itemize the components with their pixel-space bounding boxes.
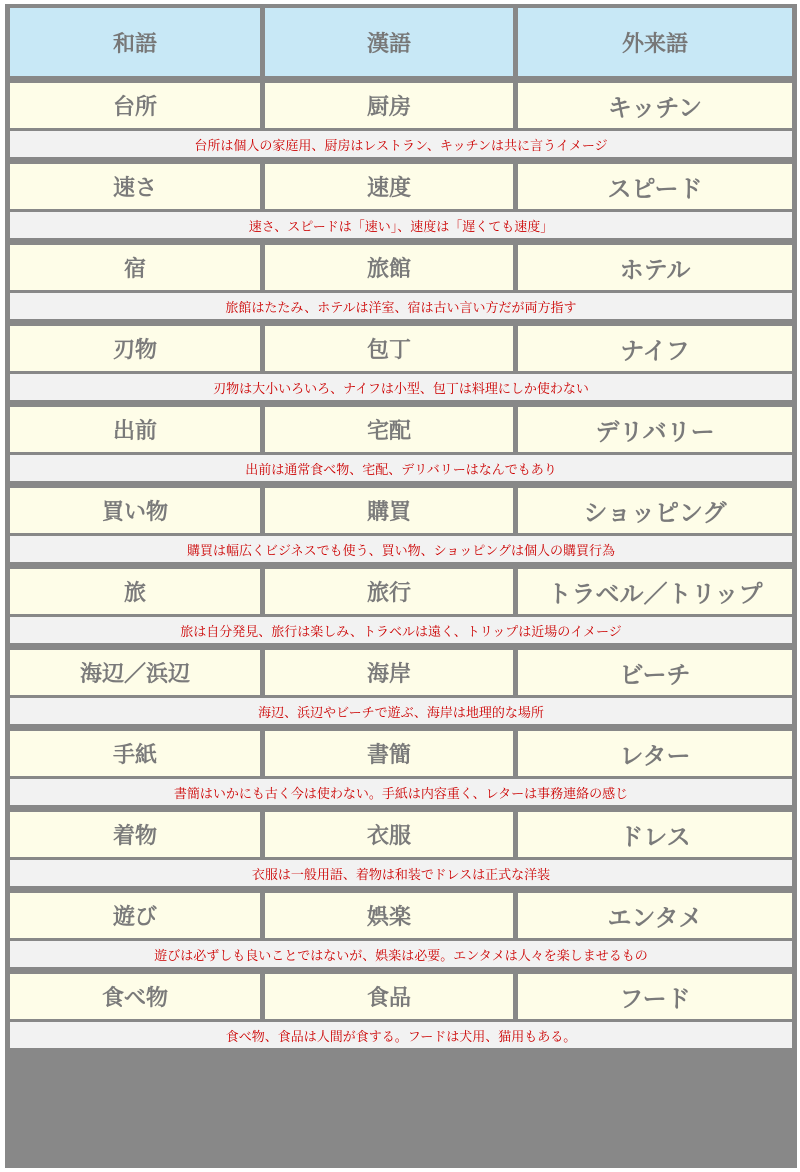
kango-cell: 厨房 [265, 83, 513, 128]
gairaigo-cell: デリバリー [518, 407, 792, 452]
kango-cell: 海岸 [265, 650, 513, 695]
table-row [10, 731, 792, 776]
gairaigo-cell: ナイフ [518, 326, 792, 371]
kango-cell: 包丁 [265, 326, 513, 371]
kango-cell: 購買 [265, 488, 513, 533]
gairaigo-cell: キッチン [518, 83, 792, 128]
table-row [10, 812, 792, 857]
gairaigo-cell: ビーチ [518, 650, 792, 695]
table-row [10, 974, 792, 1019]
table-header-row [10, 8, 792, 76]
wago-cell: 食べ物 [10, 974, 260, 1019]
usage-note: 台所は個人の家庭用、厨房はレストラン、キッチンは共に言うイメージ [10, 131, 792, 157]
usage-note: 海辺、浜辺やビーチで遊ぶ、海岸は地理的な場所 [10, 698, 792, 724]
wago-cell: 買い物 [10, 488, 260, 533]
word-group [10, 83, 792, 157]
kango-cell: 書簡 [265, 731, 513, 776]
kango-cell: 衣服 [265, 812, 513, 857]
wago-cell: 台所 [10, 83, 260, 128]
usage-note: 食べ物、食品は人間が食する。フードは犬用、猫用もある。 [10, 1022, 792, 1048]
usage-note: 刃物は大小いろいろ、ナイフは小型、包丁は料理にしか使わない [10, 374, 792, 400]
usage-note: 購買は幅広くビジネスでも使う、買い物、ショッピングは個人の購買行為 [10, 536, 792, 562]
gairaigo-cell: ショッピング [518, 488, 792, 533]
wago-cell: 遊び [10, 893, 260, 938]
usage-note: 旅は自分発見、旅行は楽しみ、トラベルは遠く、トリップは近場のイメージ [10, 617, 792, 643]
gairaigo-cell: エンタメ [518, 893, 792, 938]
word-group [10, 326, 792, 400]
wago-cell: 着物 [10, 812, 260, 857]
word-group [10, 650, 792, 724]
usage-note: 速さ、スピードは「速い」、速度は「遅くても速度」 [10, 212, 792, 238]
table-row [10, 569, 792, 614]
table-row [10, 83, 792, 128]
usage-note: 書簡はいかにも古く今は使わない。手紙は内容重く、レターは事務連絡の感じ [10, 779, 792, 805]
table-row [10, 326, 792, 371]
usage-note: 出前は通常食べ物、宅配、デリバリーはなんでもあり [10, 455, 792, 481]
table-row [10, 407, 792, 452]
word-group [10, 974, 792, 1048]
wago-cell: 宿 [10, 245, 260, 290]
gairaigo-cell: ホテル [518, 245, 792, 290]
kango-cell: 速度 [265, 164, 513, 209]
gairaigo-cell: スピード [518, 164, 792, 209]
table-row [10, 650, 792, 695]
usage-note: 衣服は一般用語、着物は和装でドレスは正式な洋装 [10, 860, 792, 886]
header-kango: 漢語 [265, 8, 513, 76]
word-group [10, 245, 792, 319]
wago-cell: 出前 [10, 407, 260, 452]
word-group [10, 812, 792, 886]
word-group [10, 488, 792, 562]
gairaigo-cell: ドレス [518, 812, 792, 857]
word-group [10, 164, 792, 238]
usage-note: 旅館はたたみ、ホテルは洋室、宿は古い言い方だが両方指す [10, 293, 792, 319]
table-row [10, 245, 792, 290]
gairaigo-cell: フード [518, 974, 792, 1019]
wago-cell: 海辺／浜辺 [10, 650, 260, 695]
wago-cell: 旅 [10, 569, 260, 614]
wago-cell: 手紙 [10, 731, 260, 776]
word-group [10, 569, 792, 643]
table-row [10, 893, 792, 938]
kango-cell: 娯楽 [265, 893, 513, 938]
usage-note: 遊びは必ずしも良いことではないが、娯楽は必要。エンタメは人々を楽しませるもの [10, 941, 792, 967]
table-row [10, 164, 792, 209]
vocabulary-comparison-table [5, 4, 797, 1168]
kango-cell: 宅配 [265, 407, 513, 452]
header-gairaigo: 外来語 [518, 8, 792, 76]
wago-cell: 速さ [10, 164, 260, 209]
table-row [10, 488, 792, 533]
kango-cell: 旅館 [265, 245, 513, 290]
wago-cell: 刃物 [10, 326, 260, 371]
word-group [10, 731, 792, 805]
kango-cell: 旅行 [265, 569, 513, 614]
word-group [10, 407, 792, 481]
word-group [10, 893, 792, 967]
kango-cell: 食品 [265, 974, 513, 1019]
header-wago: 和語 [10, 8, 260, 76]
gairaigo-cell: トラベル／トリップ [518, 569, 792, 614]
gairaigo-cell: レター [518, 731, 792, 776]
